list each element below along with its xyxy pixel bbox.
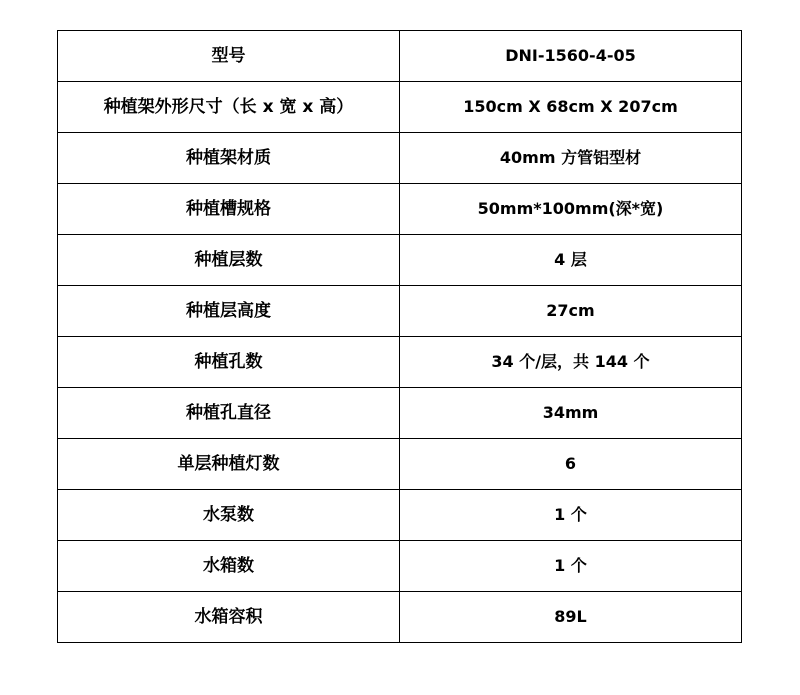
table-row [58,541,742,592]
table-row [58,337,742,388]
row-label: 单层种植灯数 [58,439,400,490]
table-row [58,82,742,133]
row-label: 种植孔数 [58,337,400,388]
row-label: 型号 [58,31,400,82]
row-value: 1 个 [400,490,742,541]
row-value: 6 [400,439,742,490]
row-label: 水箱容积 [58,592,400,643]
spec-table [57,30,742,643]
row-value: 34mm [400,388,742,439]
row-label: 水箱数 [58,541,400,592]
row-label: 种植层数 [58,235,400,286]
table-row [58,592,742,643]
row-label: 种植架外形尺寸（长 x 宽 x 高） [58,82,400,133]
table-row [58,235,742,286]
row-value: 50mm*100mm(深*宽) [400,184,742,235]
row-value: 1 个 [400,541,742,592]
row-value: 4 层 [400,235,742,286]
row-value: 89L [400,592,742,643]
row-label: 种植槽规格 [58,184,400,235]
row-label: 种植孔直径 [58,388,400,439]
row-value: 34 个/层，共 144 个 [400,337,742,388]
table-row [58,133,742,184]
table-row [58,490,742,541]
row-value: 27cm [400,286,742,337]
row-value: 40mm 方管铝型材 [400,133,742,184]
table-row [58,31,742,82]
table-row [58,388,742,439]
table-row [58,439,742,490]
row-label: 水泵数 [58,490,400,541]
row-label: 种植架材质 [58,133,400,184]
table-row [58,286,742,337]
row-label: 种植层高度 [58,286,400,337]
row-value: DNI-1560-4-05 [400,31,742,82]
row-value: 150cm X 68cm X 207cm [400,82,742,133]
table-row [58,184,742,235]
